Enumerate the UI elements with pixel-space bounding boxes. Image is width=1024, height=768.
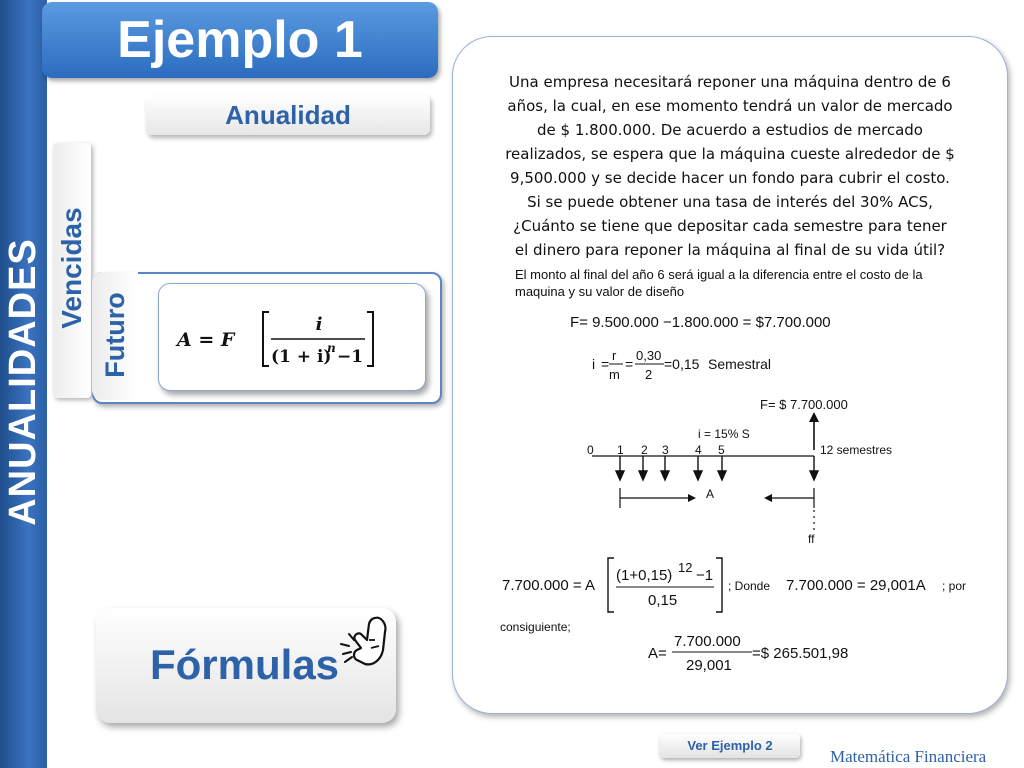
- rate-m: m: [609, 367, 620, 382]
- final-result: =$ 265.501,98: [752, 645, 849, 662]
- annuity-eq-exponent: 12: [678, 560, 693, 575]
- rate-numerator: 0,30: [636, 348, 662, 363]
- timeline-end-label: 12 semestres: [820, 443, 893, 457]
- category-anualidad-button[interactable]: Anualidad: [146, 95, 430, 135]
- f-equation: F= 9.500.000 −1.800.000 = $7.700.000: [570, 314, 831, 331]
- formula-lhs: A = F: [177, 329, 235, 351]
- svg-text:=: =: [601, 356, 610, 372]
- solution-intro-line1: El monto al final del año 6 será igual a la diferencia entre el costo de la: [515, 267, 923, 282]
- problem-line: de $ 1.800.000. De acuerdo a estudios de mercado: [537, 121, 923, 139]
- timeline-point: 0: [587, 443, 594, 457]
- problem-line: Si se puede obtener una tasa de interés del 30% ACS,: [527, 193, 933, 211]
- problem-line: 9,500.000 y se decide hacer un fondo para cubrir el costo.: [510, 169, 950, 187]
- problem-line: el dinero para reponer la máquina al final de su vida útil?: [514, 241, 946, 259]
- problem-line: años, la cual, en ese momento tendrá un valor de mercado: [507, 97, 953, 115]
- timeline-point: 2: [641, 443, 648, 457]
- timeline-point: 5: [718, 443, 725, 457]
- solution-graphic: [452, 260, 1006, 690]
- problem-line: Una empresa necesitará reponer una máquina dentro de 6: [509, 73, 951, 91]
- formula-numerator: i: [315, 314, 323, 335]
- formula-graphic: [159, 284, 425, 390]
- formula-card: [158, 283, 426, 391]
- rate-result: =0,15: [664, 356, 700, 372]
- formula-denominator-base: (1 + i): [271, 347, 332, 367]
- formula-denominator-tail: −1: [337, 347, 364, 367]
- rate-label: Semestral: [708, 356, 772, 372]
- annuity-eq-result: 7.700.000 = 29,001A: [786, 577, 926, 594]
- timeline-point: 1: [617, 443, 624, 457]
- rate-r: r: [612, 348, 617, 363]
- rate-denominator: 2: [645, 367, 653, 382]
- timeline-annuity-label: A: [706, 487, 715, 501]
- next-example-button[interactable]: Ver Ejemplo 2: [660, 734, 800, 758]
- annuity-eq-minus-one: −1: [696, 567, 714, 584]
- course-title: Matemática Financiera: [830, 747, 987, 766]
- consiguiente-label: consiguiente;: [500, 620, 571, 634]
- problem-statement: [480, 70, 980, 262]
- timeline-f-label: F= $ 7.700.000: [760, 397, 848, 412]
- final-lhs: A=: [648, 645, 667, 662]
- timeline-point: 3: [662, 443, 669, 457]
- pointing-hand-icon: [335, 610, 397, 672]
- annuity-eq-suffix: ; por: [942, 579, 967, 593]
- svg-text:=: =: [625, 356, 634, 372]
- sidebar-label: ANUALIDADES: [2, 238, 44, 526]
- solution-intro-line2: maquina y su valor de diseño: [515, 284, 685, 299]
- formulas-button-label: Fórmulas: [150, 641, 340, 688]
- final-denominator: 29,001: [686, 657, 732, 674]
- timeline-point: 4: [695, 443, 702, 457]
- problem-line: realizados, se espera que la máquina cueste alrededor de $: [505, 145, 955, 163]
- formula-exponent: n: [327, 341, 336, 355]
- final-numerator: 7.700.000: [674, 633, 741, 650]
- tab-vencidas-label: Vencidas: [56, 207, 87, 329]
- annuity-eq-donde: ; Donde: [728, 579, 771, 593]
- rate-i: i: [592, 356, 596, 372]
- problem-line: ¿Cuánto se tiene que depositar cada semestre para tener: [513, 217, 947, 235]
- page-title: Ejemplo 1: [42, 2, 438, 78]
- timeline-ff-label: ff: [808, 532, 815, 546]
- annuity-eq-base: (1+0,15): [616, 567, 673, 584]
- timeline-rate-label: i = 15% S: [698, 427, 750, 441]
- tab-futuro-label: Futuro: [100, 292, 130, 378]
- annuity-eq-denominator: 0,15: [648, 592, 678, 609]
- annuity-eq-lhs: 7.700.000 = A: [502, 577, 596, 594]
